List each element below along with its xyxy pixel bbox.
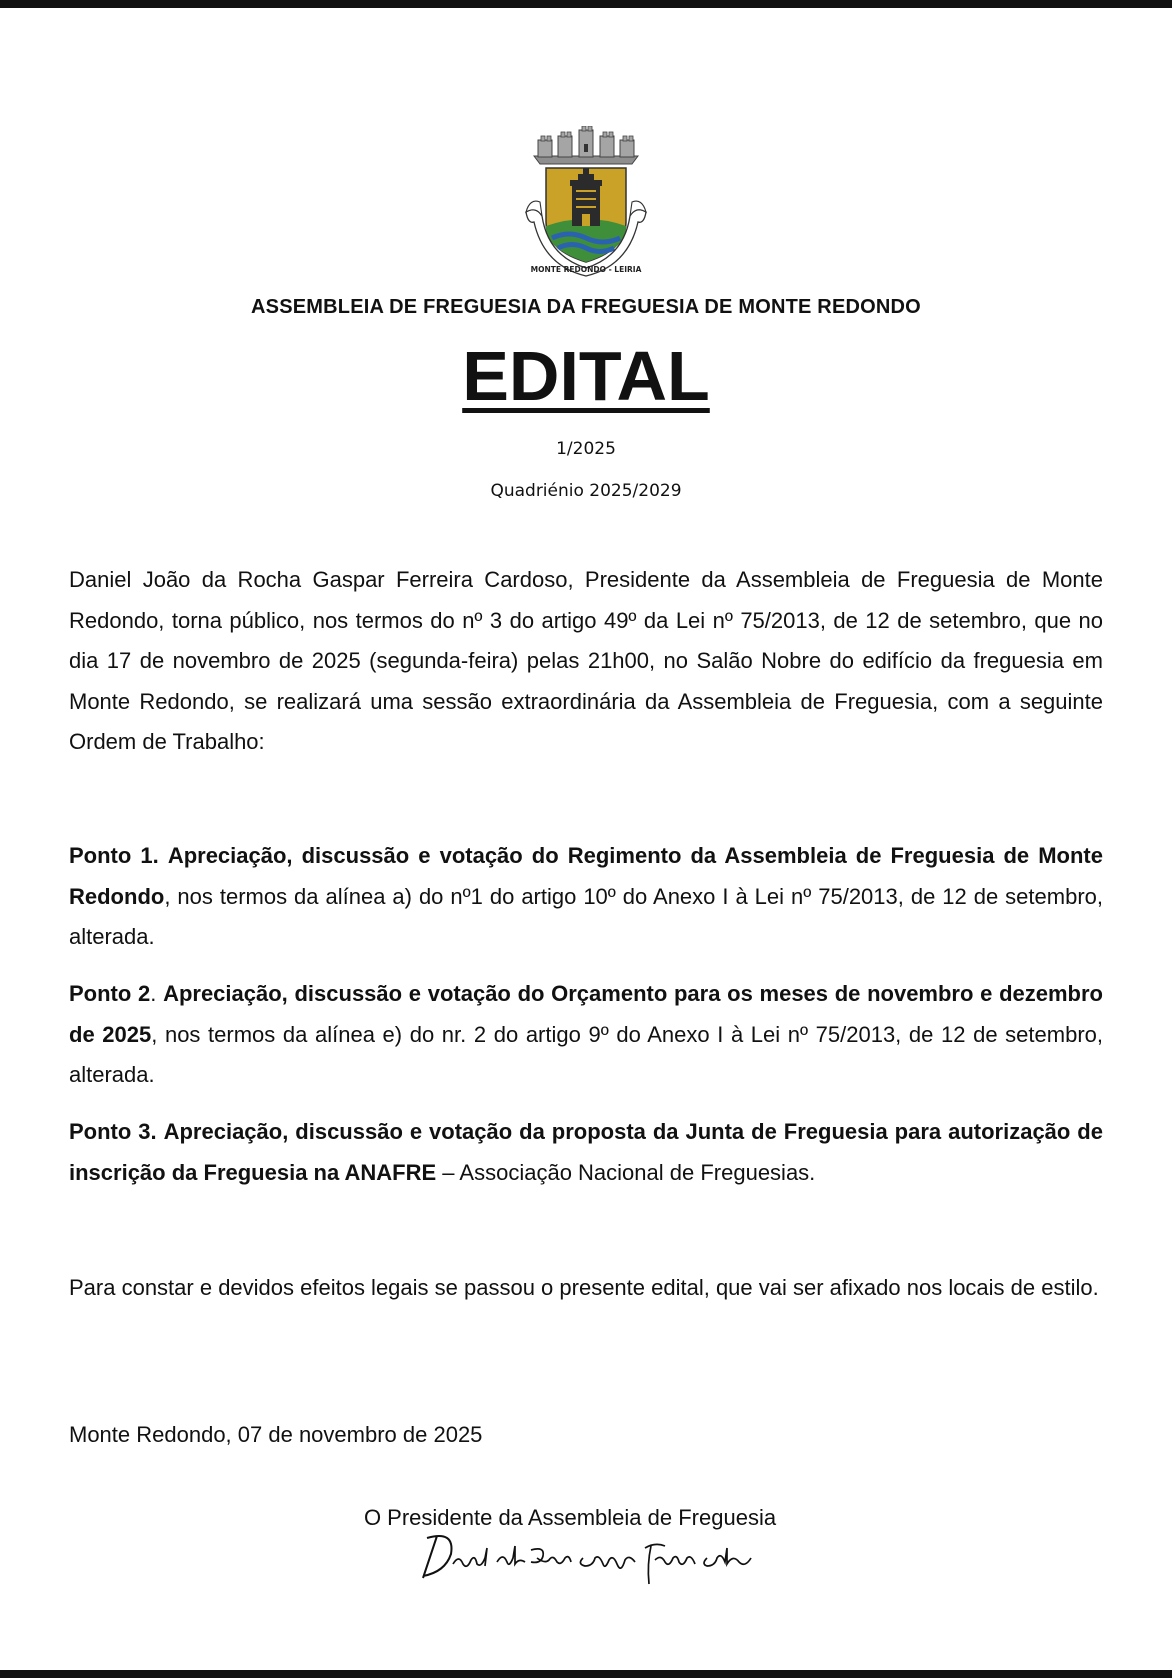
point-1-bold: Apreciação, discussão e votação do Regimento da Assembleia de Freguesia de Monte Redondo xyxy=(69,843,1103,909)
signature xyxy=(415,1524,755,1586)
title-text: EDITAL xyxy=(462,337,710,415)
document-title xyxy=(0,336,1172,416)
place-date: Monte Redondo, 07 de novembro de 2025 xyxy=(69,1422,483,1447)
point-1-rest: , nos termos da alínea a) do nº1 do artigo 10º do Anexo I à Lei nº 75/2013, de 12 de setembro, alterada. xyxy=(69,883,1103,949)
intro-paragraph: Daniel João da Rocha Gaspar Ferreira Cardoso, Presidente da Assembleia de Freguesia de Monte Redondo, torna público, nos termos do nº 3 do artigo 49º da Lei nº 75/2013, de 12 de setembro, que no dia 17 de novembro de 2025 (segunda-feira) pelas 21h00, no Salão Nobre do edifício da freguesia em Monte Redondo, se realizará uma sessão extraordinária da Assembleia de Freguesia, com a seguinte Ordem de Trabalho: xyxy=(69,567,1103,754)
mural-crown xyxy=(534,126,638,164)
bottom-border xyxy=(0,1670,1172,1678)
coat-of-arms-icon xyxy=(512,126,660,278)
point-1-label: Ponto 1. xyxy=(69,843,159,868)
point-2-separator: . xyxy=(150,981,164,1006)
edital-number: 1/2025 xyxy=(556,439,616,459)
point-2-label: Ponto 2 xyxy=(69,981,151,1006)
term-label: Quadriénio 2025/2029 xyxy=(490,481,682,501)
point-2-bold: Apreciação, discussão e votação do Orçamento para os meses de novembro e dezembro de 2025 xyxy=(69,981,1103,1047)
point-3-bold: Apreciação, discussão e votação da proposta da Junta de Freguesia para autorização de inscrição da Freguesia na ANAFRE xyxy=(69,1119,1103,1185)
agenda-point-2 xyxy=(69,974,1103,1096)
point-2-rest: , nos termos da alínea e) do nr. 2 do artigo 9º do Anexo I à Lei nº 75/2013, de 12 de setembro, alterada. xyxy=(69,1021,1103,1087)
assembly-heading: ASSEMBLEIA DE FREGUESIA DA FREGUESIA DE MONTE REDONDO xyxy=(251,296,921,318)
crest-caption: MONTE REDONDO - LEIRIA xyxy=(530,265,642,274)
agenda-point-3 xyxy=(69,1112,1103,1193)
point-3-label: Ponto 3. xyxy=(69,1119,157,1144)
agenda-point-1 xyxy=(69,836,1103,958)
signatory-title: O Presidente da Assembleia de Freguesia xyxy=(363,1505,777,1530)
top-border xyxy=(0,0,1172,8)
closing-paragraph: Para constar e devidos efeitos legais se passou o presente edital, que vai ser afixado nos locais de estilo. xyxy=(69,1275,1099,1300)
point-3-rest: – Associação Nacional de Freguesias. xyxy=(436,1159,816,1185)
